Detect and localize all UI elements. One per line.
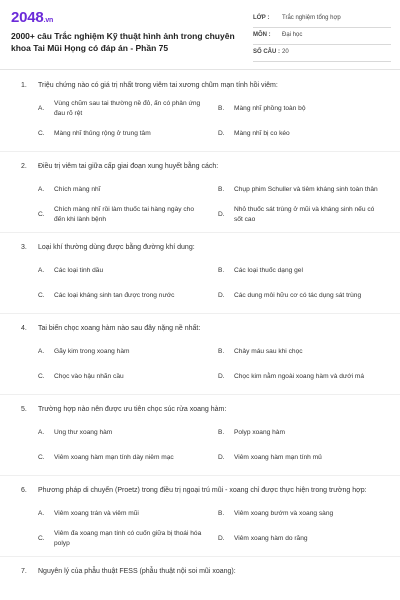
option-text: Viêm xoang hàm mạn tính mủ (234, 453, 322, 461)
option-text: Viêm đa xoang mạn tính có cuốn giữa bị thoái hóa polyp (54, 529, 202, 547)
option-text: Polyp xoang hàm (234, 428, 285, 436)
question-number: 6. (21, 487, 27, 494)
option-text: Viêm xoang hàm mạn tính dày niêm mạc (54, 453, 174, 461)
option-letter: A. (38, 509, 45, 517)
meta-key: SỐ CÂU : (253, 49, 280, 55)
answer-option[interactable] (218, 258, 390, 283)
answer-option[interactable] (38, 526, 210, 551)
question-divider (0, 313, 400, 314)
answer-option[interactable] (218, 121, 390, 146)
option-text: Màng nhĩ bị co kéo (234, 129, 290, 137)
answer-option[interactable] (38, 283, 210, 308)
logo-text: 2048 (11, 9, 44, 26)
question-stem (0, 404, 400, 415)
document-meta (253, 12, 391, 63)
document-title: 2000+ câu Trắc nghiệm Kỹ thuật hình ảnh trong chuyên khoa Tai Mũi Họng có đáp án - Phần 75 (11, 31, 235, 53)
meta-row-subject (253, 29, 391, 45)
option-letter: D. (218, 129, 225, 137)
question-stem (0, 80, 400, 91)
question-text: Nguyên lý của phẫu thuật FESS (phẫu thuật nội soi mũi xoang): (38, 568, 236, 575)
question-item (0, 242, 400, 314)
option-text: Nhỏ thuốc sát trùng ở mũi và kháng sinh nếu có sốt cao (234, 205, 375, 223)
question-divider (0, 475, 400, 476)
answer-option[interactable] (38, 364, 210, 389)
option-letter: D. (218, 534, 225, 542)
option-text: Các loại kháng sinh tan được trong nước (54, 291, 175, 299)
question-divider (0, 151, 400, 152)
answer-option[interactable] (218, 177, 390, 202)
option-letter: D. (218, 291, 225, 299)
option-letter: A. (38, 428, 45, 436)
answer-option[interactable] (38, 420, 210, 445)
question-item (0, 80, 400, 152)
answer-option[interactable] (38, 445, 210, 470)
page-header (0, 0, 400, 66)
answer-option[interactable] (218, 364, 390, 389)
option-letter: B. (218, 185, 225, 193)
meta-value: Đại học (282, 32, 303, 38)
meta-key: MÔN : (253, 32, 271, 38)
answer-option[interactable] (38, 501, 210, 526)
answer-option[interactable] (218, 202, 390, 227)
option-letter: C. (38, 210, 45, 218)
option-letter: A. (38, 266, 45, 274)
answer-options (38, 501, 400, 551)
option-text: Gãy kim trong xoang hàm (54, 347, 130, 355)
question-text: Tai biến chọc xoang hàm nào sau đây nặng nề nhất: (38, 325, 201, 332)
question-number: 7. (21, 568, 27, 575)
meta-value: 20 (282, 49, 289, 55)
meta-row-count (253, 46, 391, 62)
option-letter: C. (38, 291, 45, 299)
question-stem (0, 323, 400, 334)
option-letter: A. (38, 185, 45, 193)
question-list (0, 80, 400, 586)
option-letter: A. (38, 104, 45, 112)
question-item (0, 161, 400, 233)
question-stem (0, 485, 400, 496)
option-text: Ung thư xoang hàm (54, 428, 113, 436)
answer-option[interactable] (218, 96, 390, 121)
question-number: 1. (21, 82, 27, 89)
meta-row-class (253, 12, 391, 28)
option-text: Màng nhĩ thủng rộng ở trung tâm (54, 129, 151, 137)
question-stem (0, 242, 400, 253)
question-text: Trường hợp nào nên được ưu tiên chọc súc rửa xoang hàm: (38, 406, 227, 413)
option-text: Chích màng nhĩ (54, 185, 101, 193)
question-divider (0, 556, 400, 557)
site-logo[interactable] (11, 9, 53, 26)
option-text: Các loại tinh dầu (54, 266, 104, 274)
question-divider (0, 394, 400, 395)
answer-option[interactable] (38, 202, 210, 227)
question-number: 3. (21, 244, 27, 251)
question-number: 4. (21, 325, 27, 332)
option-text: Các loại thuốc dạng gel (234, 266, 303, 274)
option-letter: A. (38, 347, 45, 355)
header-divider (0, 69, 400, 70)
question-item (0, 485, 400, 557)
answer-options (38, 420, 400, 470)
question-item (0, 566, 400, 577)
option-letter: D. (218, 453, 225, 461)
answer-options (38, 96, 400, 146)
answer-option[interactable] (218, 501, 390, 526)
question-text: Phương pháp di chuyển (Proetz) trong điều trị ngoại trú mũi - xoang chỉ được thực hiện trong trường hợp: (38, 487, 367, 494)
meta-value: Trắc nghiệm tổng hợp (282, 15, 341, 21)
answer-option[interactable] (38, 96, 210, 121)
answer-option[interactable] (38, 258, 210, 283)
option-letter: C. (38, 534, 45, 542)
option-letter: B. (218, 104, 225, 112)
option-letter: C. (38, 129, 45, 137)
meta-key: LỚP : (253, 15, 270, 21)
answer-options (38, 258, 400, 308)
option-letter: D. (218, 210, 225, 218)
question-divider (0, 232, 400, 233)
question-text: Điều trị viêm tai giữa cấp giai đoạn xung huyết bằng cách: (38, 163, 219, 170)
question-stem (0, 161, 400, 172)
option-letter: B. (218, 347, 225, 355)
option-text: Chích màng nhĩ rồi làm thuốc tai hàng ngày cho đến khi lành bệnh (54, 205, 195, 223)
option-text: Chảy máu sau khi chọc (234, 347, 303, 355)
question-text: Triệu chứng nào có giá trị nhất trong viêm tai xương chũm mạn tính hồi viêm: (38, 82, 278, 89)
option-text: Viêm xoang hàm do răng (234, 534, 308, 542)
option-letter: D. (218, 372, 225, 380)
answer-option[interactable] (38, 177, 210, 202)
answer-option[interactable] (218, 339, 390, 364)
question-text: Loại khí thường dùng được bằng đường khí dung: (38, 244, 195, 251)
answer-option[interactable] (218, 445, 390, 470)
option-text: Chụp phim Schuller và tiêm kháng sinh toàn thân (234, 185, 378, 193)
option-text: Các dung môi hữu cơ có tác dụng sát trùng (234, 291, 362, 299)
option-letter: B. (218, 509, 225, 517)
option-text: Màng nhĩ phồng toàn bộ (234, 104, 306, 112)
answer-option[interactable] (38, 339, 210, 364)
option-letter: B. (218, 266, 225, 274)
question-item (0, 404, 400, 476)
option-text: Vùng chũm sau tai thường nề đỏ, ấn có phản ứng đau rõ rệt (54, 99, 201, 117)
option-letter: C. (38, 372, 45, 380)
option-letter: C. (38, 453, 45, 461)
answer-option[interactable] (38, 121, 210, 146)
question-item (0, 323, 400, 395)
question-number: 5. (21, 406, 27, 413)
answer-option[interactable] (218, 526, 390, 551)
option-text: Chọc vào hậu nhãn cầu (54, 372, 124, 380)
option-text: Viêm xoang bướm và xoang sàng (234, 509, 334, 517)
answer-option[interactable] (218, 283, 390, 308)
question-stem (0, 566, 400, 577)
option-text: Chọc kim nằm ngoài xoang hàm và dưới má (234, 372, 365, 380)
answer-options (38, 177, 400, 227)
answer-option[interactable] (218, 420, 390, 445)
question-number: 2. (21, 163, 27, 170)
option-letter: B. (218, 428, 225, 436)
option-text: Viêm xoang trán và viêm mũi (54, 509, 139, 517)
logo-tld: .vn (43, 17, 54, 24)
answer-options (38, 339, 400, 389)
